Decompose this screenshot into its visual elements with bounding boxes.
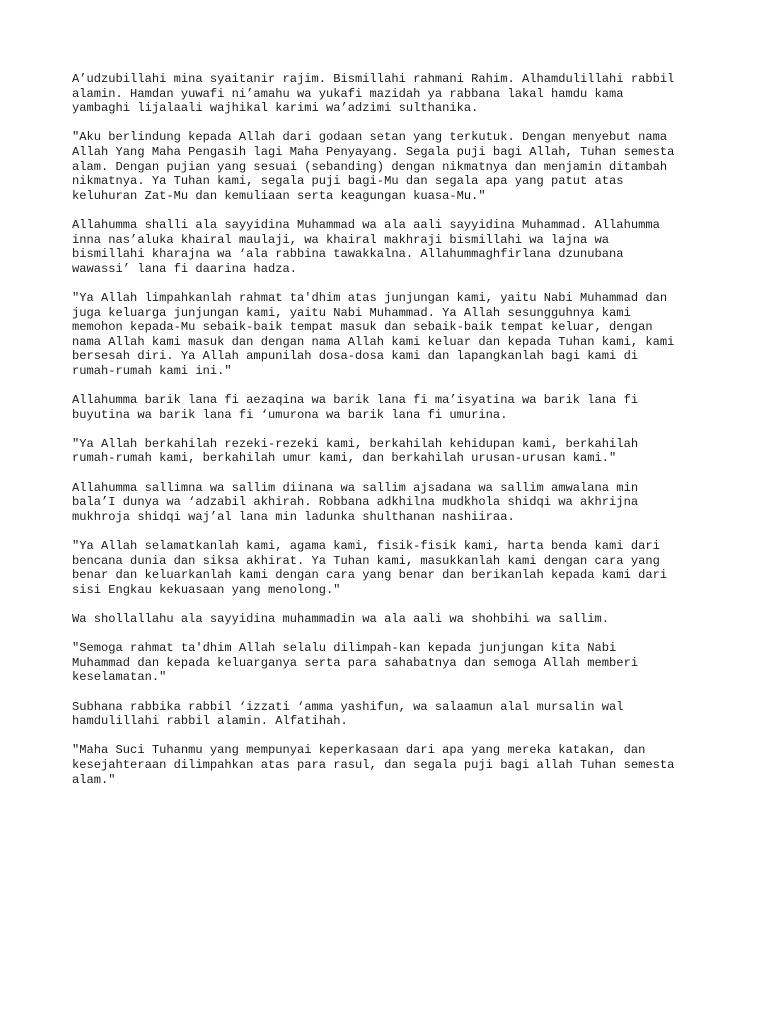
paragraph-4: "Ya Allah limpahkanlah rahmat ta'dhim atas junjungan kami, yaitu Nabi Muhammad dan juga keluarga junjungan kami, yaitu Nabi Muhammad. Ya Allah sesungguhnya kami memohon kepada-Mu sebaik-baik tempat masuk dan sebaik-baik tempat keluar, dengan nama Allah kami masuk dan dengan nama Allah kami keluar dan kepada Tuhan kami, kami bersesah diri. Ya Allah ampunilah dosa-dosa kami dan lapangkanlah bagi kami di rumah-rumah kami ini." xyxy=(72,290,675,378)
document-page xyxy=(72,72,712,802)
paragraph-11: Subhana rabbika rabbil ‘izzati ‘amma yashifun, wa salaamun alal mursalin wal hamdulillahi rabbil alamin. Alfatihah. xyxy=(72,699,624,729)
paragraph-5: Allahumma barik lana fi aezaqina wa barik lana fi ma’isyatina wa barik lana fi buyutina wa barik lana fi ‘umurona wa barik lana fi umurina. xyxy=(72,393,639,422)
paragraph-12: "Maha Suci Tuhanmu yang mempunyai keperkasaan dari apa yang mereka katakan, dan kesejahteraan dilimpahkan atas para rasul, dan segala puji bagi allah Tuhan semesta alam." xyxy=(72,743,675,787)
paragraph-8: "Ya Allah selamatkanlah kami, agama kami, fisik-fisik kami, harta benda kami dari bencana dunia dan siksa akhirat. Ya Tuhan kami, masukkanlah kami dengan cara yang benar dan keluarkanlah kami dengan cara yang benar dan berikanlah kepada kami dari sisi Engkau kekuasaan yang menolong." xyxy=(72,539,668,597)
paragraph-9: Wa shollallahu ala sayyidina muhammadin wa ala aali wa shohbihi wa sallim. xyxy=(72,611,610,626)
paragraph-3: Allahumma shalli ala sayyidina Muhammad wa ala aali sayyidina Muhammad. Allahumma inna nas’aluka khairal maulaji, wa khairal makhraji bismillahi wa lajna wa bismillahi kharajna wa ‘ala rabbina tawakkalna. Allahummaghfirlana dzunubana wawassi’ lana fi daarina hadza. xyxy=(72,217,660,276)
paragraph-6: "Ya Allah berkahilah rezeki-rezeki kami, berkahilah kehidupan kami, berkahilah rumah-rumah kami, berkahilah umur kami, dan berkahilah urusan-urusan kami." xyxy=(72,436,639,466)
paragraph-10: "Semoga rahmat ta'dhim Allah selalu dilimpah-kan kepada junjungan kita Nabi Muhammad dan kepada keluarganya serta para sahabatnya dan semoga Allah memberi keselamatan." xyxy=(72,641,639,685)
paragraph-2: "Aku berlindung kepada Allah dari godaan setan yang terkutuk. Dengan menyebut nama Allah Yang Maha Pengasih lagi Maha Penyayang. Segala puji bagi Allah, Tuhan semesta alam. Dengan pujian yang sesuai (sebanding) dengan nikmatnya dan menjamin ditambah nikmatnya. Ya Tuhan kami, segala puji bagi-Mu dan segala apa yang patut atas keluhuran Zat-Mu dan kemuliaan serta keagungan kuasa-Mu." xyxy=(72,130,675,203)
paragraph-7: Allahumma sallimna wa sallim diinana wa sallim ajsadana wa sallim amwalana min bala’I dunya wa ‘adzabil akhirah. Robbana adkhilna mudkhola shidqi wa akhrijna mukhroja shidqi waj’al lana min ladunka shulthanan nashiiraa. xyxy=(72,480,639,524)
paragraph-1: A’udzubillahi mina syaitanir rajim. Bismillahi rahmani Rahim. Alhamdulillahi rabbil alamin. Hamdan yuwafi ni’amahu wa yukafi mazidah ya rabbana lakal hamdu kama yambaghi lijalaali wajhikal karimi wa’adzimi sulthanika. xyxy=(72,72,675,116)
